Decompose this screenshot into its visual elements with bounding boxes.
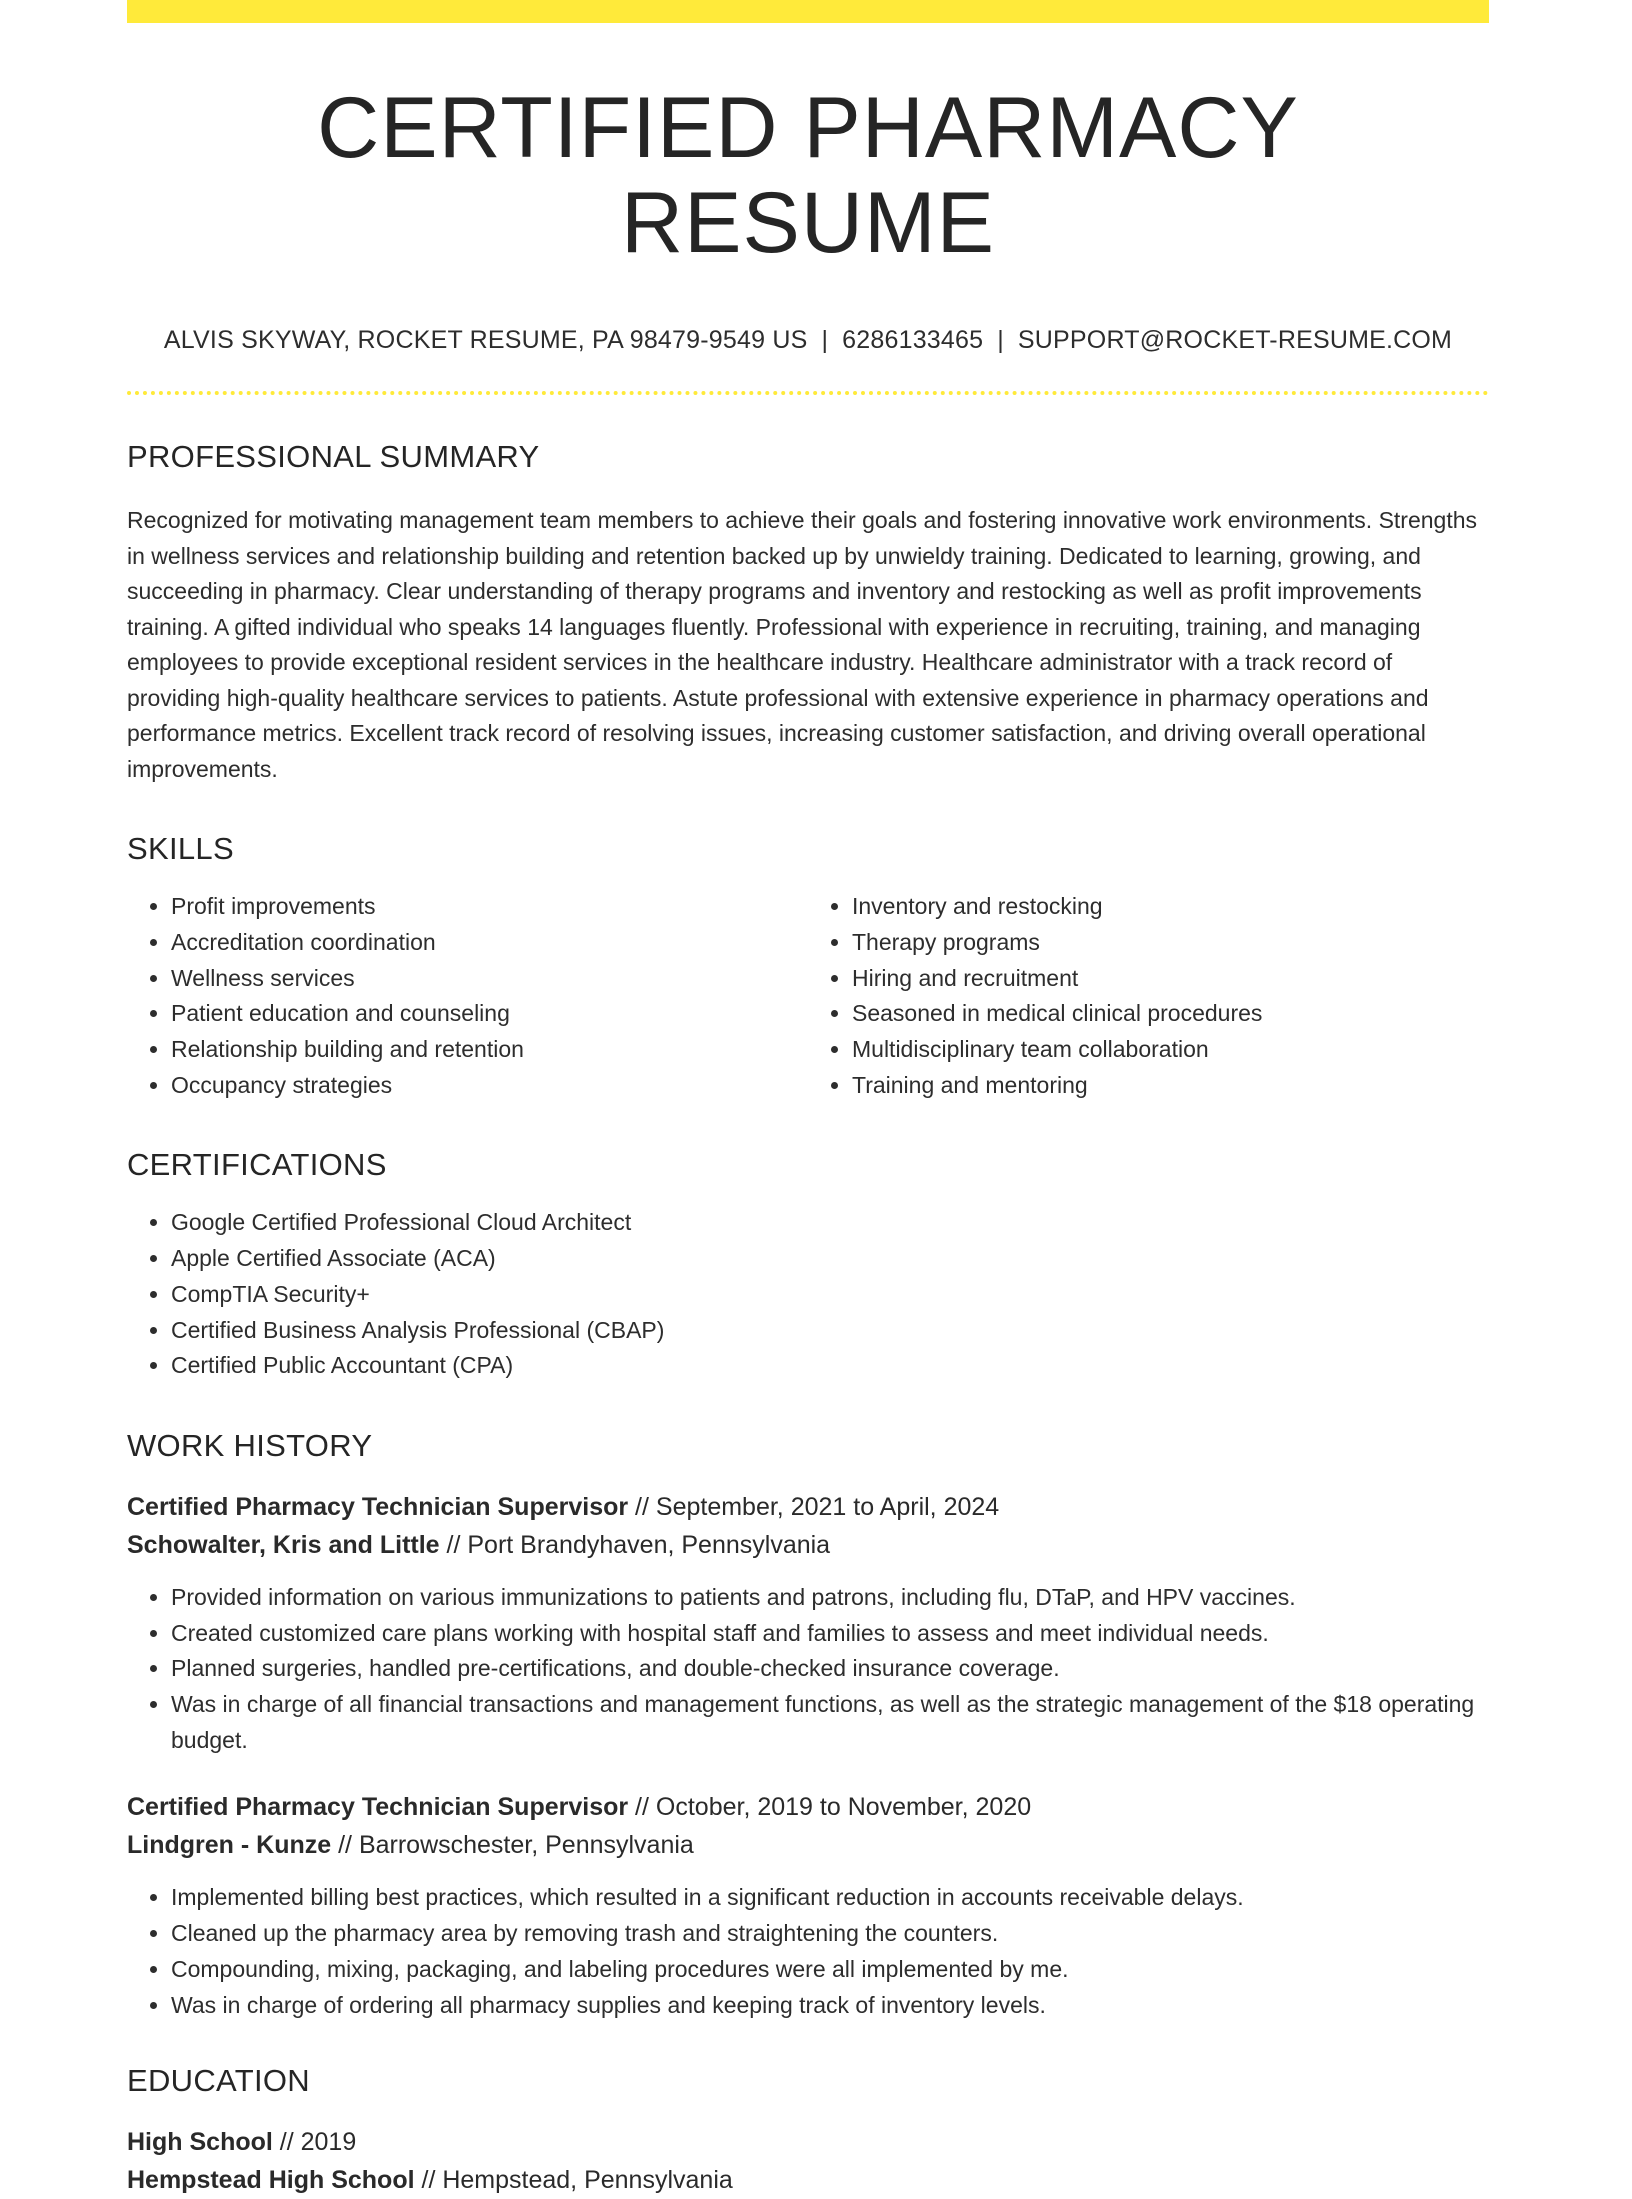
certifications-list: [127, 1205, 1489, 1384]
work-history-heading: WORK HISTORY: [127, 1427, 373, 1463]
job-company-line: [127, 1826, 1489, 1864]
job-entry: [127, 1488, 1489, 1759]
education-year: // 2019: [272, 2128, 357, 2157]
job-title-line: [127, 1788, 1489, 1826]
job-duty: • Was in charge of all financial transactions and management functions, as well as the strategic management of the $18 operating budget.: [171, 1687, 1489, 1758]
contact-separator: |: [997, 326, 1004, 355]
certification-item: • Certified Public Accountant (CPA): [171, 1348, 1489, 1384]
skill-item: • Patient education and counseling: [171, 996, 808, 1032]
job-duties-list: [127, 1580, 1489, 1759]
job-company: Lindgren - Kunze: [127, 1831, 332, 1860]
job-duty: • Provided information on various immunizations to patients and patrons, including flu, DTaP, and HPV vaccines.: [171, 1580, 1489, 1616]
skill-item: • Seasoned in medical clinical procedures: [852, 996, 1489, 1032]
dotted-divider: [127, 391, 1489, 395]
skills-list-right: [808, 889, 1489, 1103]
job-location: // Barrowschester, Pennsylvania: [331, 1831, 694, 1860]
skill-item: • Relationship building and retention: [171, 1032, 808, 1068]
education-school-line: [127, 2161, 1489, 2199]
education-entry: [127, 2123, 1489, 2199]
skill-item: • Training and mentoring: [852, 1068, 1489, 1104]
certification-item: • Apple Certified Associate (ACA): [171, 1241, 1489, 1277]
education-school: Hempstead High School: [127, 2166, 415, 2195]
job-duty: • Cleaned up the pharmacy area by removing trash and straightening the counters.: [171, 1916, 1489, 1952]
education-location: // Hempstead, Pennsylvania: [414, 2166, 733, 2195]
skills-heading: SKILLS: [127, 831, 234, 867]
skill-item: • Inventory and restocking: [852, 889, 1489, 925]
job-entry: [127, 1788, 1489, 2023]
certifications-heading: CERTIFICATIONS: [127, 1147, 387, 1183]
summary-text: Recognized for motivating management team members to achieve their goals and fostering innovative work environments. Strengths in wellness services and relationship building and retention backed up by unwieldy training. Dedicated to learning, growing, and succeeding in pharmacy. Clear understanding of therapy programs and inventory and restocking as well as profit improvements training. A gifted individual who speaks 14 languages fluently. Professional with experience in recruiting, training, and managing employees to provide exceptional resident services in the healthcare industry. Healthcare administrator with a track record of providing high-quality healthcare services to patients. Astute professional with extensive experience in pharmacy operations and performance metrics. Excellent track record of resolving issues, increasing customer satisfaction, and driving overall operational improvements.: [127, 507, 1478, 782]
education-degree-line: [127, 2123, 1489, 2161]
skill-item: • Multidisciplinary team collaboration: [852, 1032, 1489, 1068]
contact-email: SUPPORT@ROCKET-RESUME.COM: [1017, 326, 1453, 355]
job-duty: • Created customized care plans working with hospital staff and families to assess and meet individual needs.: [171, 1616, 1489, 1652]
certification-item: • Google Certified Professional Cloud Architect: [171, 1205, 1489, 1241]
contact-phone: 6286133465: [842, 326, 984, 355]
job-dates: // October, 2019 to November, 2020: [628, 1793, 1032, 1822]
skills-list-left: [127, 889, 808, 1103]
skill-item: • Hiring and recruitment: [852, 961, 1489, 997]
job-duty: • Implemented billing best practices, which resulted in a significant reduction in accounts receivable delays.: [171, 1880, 1489, 1916]
skill-item: • Accreditation coordination: [171, 925, 808, 961]
summary-heading: PROFESSIONAL SUMMARY: [127, 439, 540, 475]
job-title-line: [127, 1488, 1489, 1526]
job-duty: • Planned surgeries, handled pre-certifications, and double-checked insurance coverage.: [171, 1651, 1489, 1687]
job-title: Certified Pharmacy Technician Supervisor: [127, 1793, 629, 1822]
job-company: Schowalter, Kris and Little: [127, 1530, 440, 1559]
accent-bar: [127, 0, 1489, 23]
skill-item: • Occupancy strategies: [171, 1068, 808, 1104]
job-dates: // September, 2021 to April, 2024: [628, 1492, 1000, 1521]
certification-item: • CompTIA Security+: [171, 1277, 1489, 1313]
skill-item: • Therapy programs: [852, 925, 1489, 961]
contact-separator: |: [821, 326, 829, 355]
job-location: // Port Brandyhaven, Pennsylvania: [439, 1530, 831, 1559]
job-company-line: [127, 1526, 1489, 1564]
skills-columns: [127, 889, 1489, 1103]
education-heading: EDUCATION: [127, 2063, 310, 2099]
education-degree: High School: [127, 2128, 273, 2157]
skill-item: • Profit improvements: [171, 889, 808, 925]
skill-item: • Wellness services: [171, 961, 808, 997]
contact-line: [127, 326, 1489, 355]
resume-title: CERTIFIED PHARMACY RESUME: [317, 80, 1299, 271]
certification-item: • Certified Business Analysis Professional (CBAP): [171, 1313, 1489, 1349]
job-duties-list: [127, 1880, 1489, 2023]
job-duty: • Was in charge of ordering all pharmacy supplies and keeping track of inventory levels.: [171, 1988, 1489, 2024]
job-title: Certified Pharmacy Technician Supervisor: [127, 1492, 629, 1521]
resume-page: [127, 0, 1489, 2199]
contact-address: ALVIS SKYWAY, ROCKET RESUME, PA 98479-9549 US: [163, 326, 808, 355]
job-duty: • Compounding, mixing, packaging, and labeling procedures were all implemented by me.: [171, 1952, 1489, 1988]
